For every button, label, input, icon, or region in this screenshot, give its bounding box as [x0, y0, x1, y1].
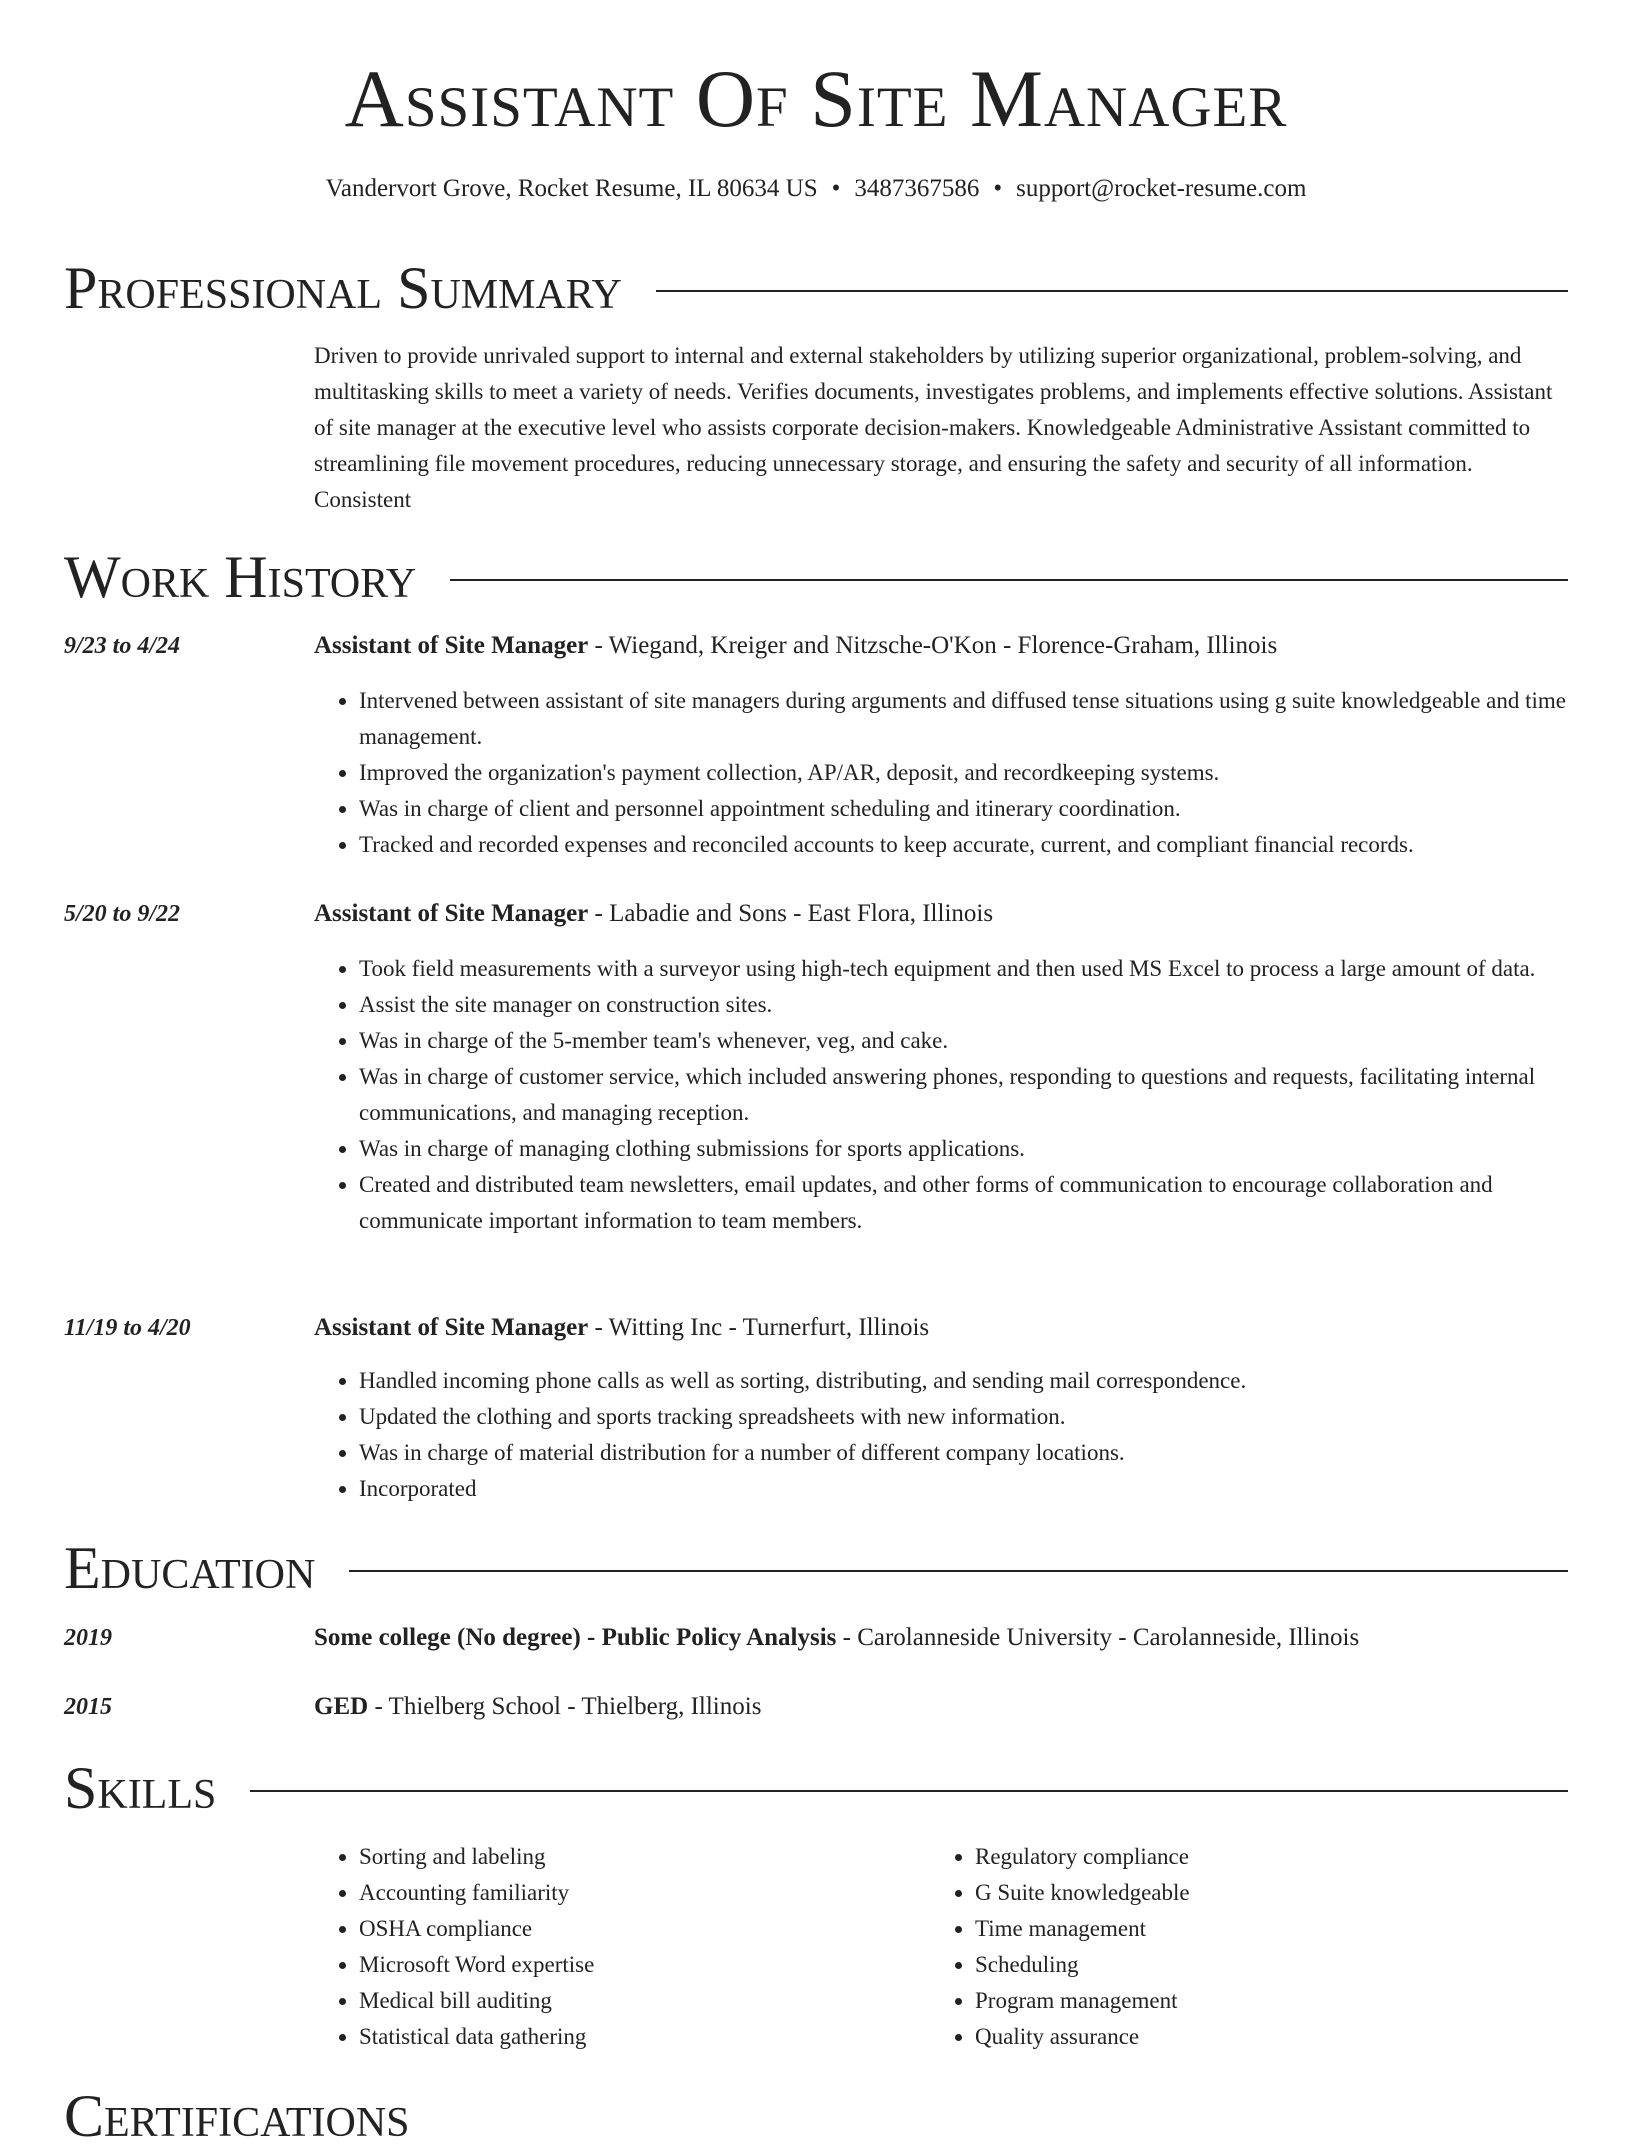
job-role: Assistant of Site Manager [314, 1314, 589, 1341]
job-bullet: • Intervened between assistant of site managers during arguments and diffused tense situations using g suite knowledgeable and time management. [359, 683, 1568, 755]
contact-separator: • [831, 175, 841, 202]
section-header-certifications [64, 2083, 1568, 2149]
job-bullet: • Improved the organization's payment collection, AP/AR, deposit, and recordkeeping systems. [359, 755, 1568, 791]
section-header-education [64, 1535, 1568, 1601]
section-title-work: Work History [64, 544, 417, 610]
job-bullet: • Was in charge of managing clothing submissions for sports applications. [359, 1131, 1568, 1167]
skill-item: • Time management [975, 1911, 1575, 1947]
skill-item: • Quality assurance [975, 2019, 1575, 2055]
education-details: - Thielberg School - Thielberg, Illinois [368, 1693, 762, 1720]
job-bullet: • Was in charge of material distribution for a number of different company locations. [359, 1435, 1568, 1471]
section-divider [250, 1790, 1568, 1792]
education-year: 2019 [64, 1625, 112, 1651]
job-bullet: • Assist the site manager on construction sites. [359, 987, 1568, 1023]
contact-line [0, 174, 1632, 204]
skill-item: • Statistical data gathering [359, 2019, 919, 2055]
section-header-summary [64, 255, 1568, 321]
section-title-skills: Skills [64, 1755, 217, 1821]
job-bullet: • Was in charge of customer service, which included answering phones, responding to questions and requests, facilitating internal communications, and managing reception. [359, 1059, 1568, 1131]
section-title-summary: Professional Summary [64, 255, 622, 321]
section-title-education: Education [64, 1535, 316, 1601]
job-bullets [314, 1363, 1568, 1507]
job-details: - Labadie and Sons - East Flora, Illinois [588, 900, 994, 927]
section-header-skills [64, 1755, 1568, 1821]
job-details: - Witting Inc - Turnerfurt, Illinois [588, 1314, 930, 1341]
skill-item: • Sorting and labeling [359, 1839, 919, 1875]
job-bullet: • Was in charge of client and personnel appointment scheduling and itinerary coordination. [359, 791, 1568, 827]
contact-phone: 3487367586 [854, 175, 980, 202]
skill-item: • Program management [975, 1983, 1575, 2019]
job-bullet: • Was in charge of the 5-member team's whenever, veg, and cake. [359, 1023, 1568, 1059]
section-header-work [64, 544, 1568, 610]
job-bullets [314, 683, 1568, 863]
skill-item: • Medical bill auditing [359, 1983, 919, 2019]
job-role: Assistant of Site Manager [314, 900, 589, 927]
section-divider [349, 1570, 1568, 1572]
skill-item: • Scheduling [975, 1947, 1575, 1983]
skill-item: • Microsoft Word expertise [359, 1947, 919, 1983]
skill-item: • Regulatory compliance [975, 1839, 1575, 1875]
job-dates: 5/20 to 9/22 [64, 901, 181, 927]
skills-list-left [314, 1839, 919, 2055]
skill-item: • G Suite knowledgeable [975, 1875, 1575, 1911]
section-divider [450, 579, 1568, 581]
job-bullet: • Updated the clothing and sports tracking spreadsheets with new information. [359, 1399, 1568, 1435]
job-bullet: • Incorporated [359, 1471, 1568, 1507]
skill-item: • OSHA compliance [359, 1911, 919, 1947]
contact-address: Vandervort Grove, Rocket Resume, IL 80634 US [325, 175, 818, 202]
job-heading [314, 899, 1568, 929]
job-bullet: • Handled incoming phone calls as well as sorting, distributing, and sending mail correspondence. [359, 1363, 1568, 1399]
education-entry [314, 1692, 1568, 1722]
job-dates: 11/19 to 4/20 [64, 1315, 191, 1341]
job-details: - Wiegand, Kreiger and Nitzsche-O'Kon - Florence-Graham, Illinois [588, 632, 1278, 659]
education-degree: Some college (No degree) - Public Policy Analysis [314, 1624, 837, 1651]
section-title-certifications: Certifications [64, 2083, 410, 2149]
resume-name-title: Assistant Of Site Manager [344, 53, 1288, 144]
job-dates: 9/23 to 4/24 [64, 633, 181, 659]
section-divider [656, 290, 1568, 292]
education-year: 2015 [64, 1694, 112, 1720]
skills-list-right [930, 1839, 1575, 2055]
job-bullet: • Took field measurements with a surveyor using high-tech equipment and then used MS Excel to process a large amount of data. [359, 951, 1568, 987]
education-entry [314, 1623, 1568, 1653]
job-bullet: • Tracked and recorded expenses and reconciled accounts to keep accurate, current, and compliant financial records. [359, 827, 1568, 863]
skill-item: • Accounting familiarity [359, 1875, 919, 1911]
education-details: - Carolanneside University - Carolanneside, Illinois [836, 1624, 1360, 1651]
job-heading [314, 631, 1568, 661]
education-degree: GED [314, 1693, 369, 1720]
contact-separator: • [993, 175, 1003, 202]
job-bullet: • Created and distributed team newsletters, email updates, and other forms of communication to encourage collaboration and communicate important information to team members. [359, 1167, 1568, 1239]
job-bullets [314, 951, 1568, 1239]
summary-text: Driven to provide unrivaled support to internal and external stakeholders by utilizing superior organizational, problem-solving, and multitasking skills to meet a variety of needs. Verifies documents, investigates problems, and implements effective solutions. Assistant of site manager at the executive level who assists corporate decision-makers. Knowledgeable Administrative Assistant committed to streamlining file movement procedures, reducing unnecessary storage, and ensuring the safety and security of all information. Consistent [314, 343, 1553, 512]
contact-email: support@rocket-resume.com [1016, 175, 1307, 202]
job-role: Assistant of Site Manager [314, 632, 589, 659]
job-heading [314, 1313, 1568, 1343]
